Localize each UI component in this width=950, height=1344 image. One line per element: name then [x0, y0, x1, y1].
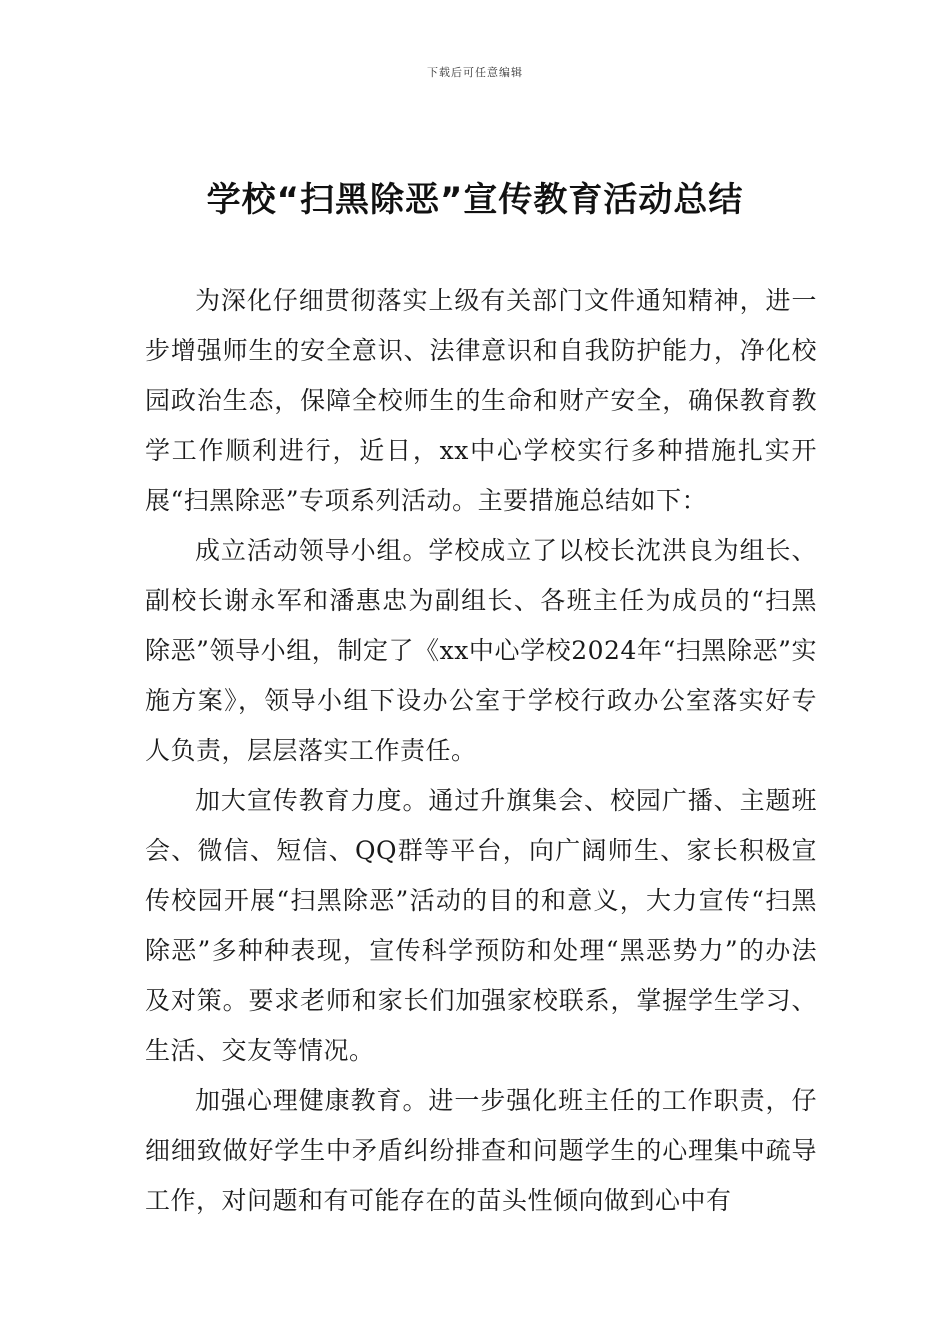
paragraph-intro: 为深化仔细贯彻落实上级有关部门文件通知精神，进一步增强师生的安全意识、法律意识和自我防护能力，净化校园政治生态，保障全校师生的生命和财产安全，确保教育教学工作顺利进行，近日，xx中心学校实行多种措施扎实开展“扫黑除恶”专项系列活动。主要措施总结如下： [145, 286, 817, 515]
paragraph-leadership-group: 成立活动领导小组。学校成立了以校长沈洪良为组长、副校长谢永军和潘惠忠为副组长、各班主任为成员的“扫黑除恶”领导小组，制定了《xx中心学校2024年“扫黑除恶”实施方案》，领导小组下设办公室于学校行政办公室落实好专人负责，层层落实工作责任。 [145, 536, 817, 765]
document-title: 学校“扫黑除恶”宣传教育活动总结 [206, 180, 744, 220]
paragraph-publicity: 加大宣传教育力度。通过升旗集会、校园广播、主题班会、微信、短信、QQ群等平台，向广阔师生、家长积极宣传校园开展“扫黑除恶”活动的目的和意义，大力宣传“扫黑除恶”多种种表现，宣传科学预防和处理“黑恶势力”的办法及对策。要求老师和家长们加强家校联系，掌握学生学习、生活、交友等情况。 [145, 786, 817, 1065]
paragraph-mental-health: 加强心理健康教育。进一步强化班主任的工作职责，仔细细致做好学生中矛盾纠纷排查和问题学生的心理集中疏导工作，对问题和有可能存在的苗头性倾向做到心中有 [145, 1086, 817, 1215]
header-note: 下载后可任意编辑 [427, 66, 523, 79]
document-body [145, 276, 817, 1226]
